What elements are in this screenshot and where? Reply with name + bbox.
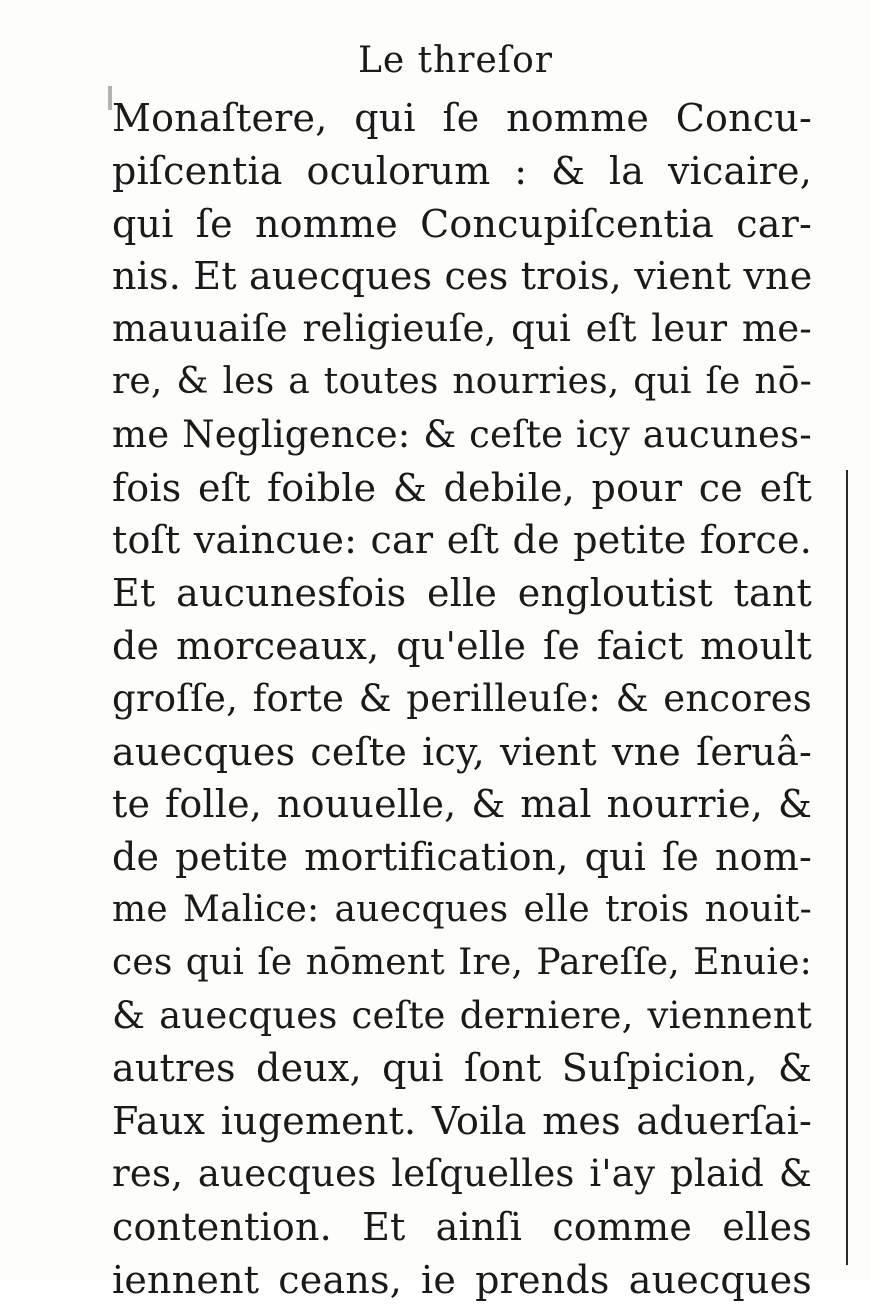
text-line: Faux iugement. Voila mes aduerſai- (112, 1099, 812, 1144)
text-line: & auecques ceſte derniere, viennent (112, 993, 812, 1037)
text-line: contention. Et ainſi comme elles (112, 1204, 812, 1249)
text-line: te folle, nouuelle, & mal nourrie, & (112, 782, 812, 827)
text-line: iennent ceans, ie prends auecques (112, 1257, 812, 1302)
text-line: nis. Et auecques ces trois, vient vne (112, 254, 813, 299)
text-line: de petite mortification, qui ſe nom- (112, 835, 812, 880)
text-line: de morceaux, qu'elle ſe faict moult (112, 623, 812, 668)
text-line: ces qui ſe nōment Ire, Pareſſe, Enuie: (112, 941, 812, 983)
text-line: qui ſe nomme Concupiſcentia car- (112, 201, 812, 246)
text-line: auecques ceſte icy, vient vne ſeruâ- (112, 729, 812, 774)
text-line: groſſe, forte & perilleuſe: & encores (112, 676, 812, 720)
text-line: me Malice: auecques elle trois nouit- (112, 888, 812, 930)
page-edge-line (846, 470, 848, 1265)
text-line: Et aucunesfois elle engloutist tant (112, 571, 812, 616)
text-line: autres deux, qui ſont Suſpicion, & (112, 1046, 812, 1091)
text-line: res, auecques leſquelles i'ay plaid & (112, 1151, 812, 1195)
text-line: toſt vaincue: car eſt de petite force. (112, 518, 812, 563)
text-line: mauuaiſe religieuſe, qui eſt leur me- (112, 307, 812, 351)
text-line: re, & les a toutes nourries, qui ſe nō- (112, 360, 812, 402)
text-line: me Negligence: & ceſte icy aucunes- (112, 412, 812, 456)
text-line: Monaſtere, qui ſe nomme Concu- (112, 96, 812, 140)
running-head: Le threſor (357, 40, 554, 81)
body-text (112, 92, 812, 1306)
text-line: piſcentia oculorum : & la vicaire, (112, 148, 812, 193)
text-line: fois eſt foible & debile, pour ce eſt (112, 465, 812, 510)
